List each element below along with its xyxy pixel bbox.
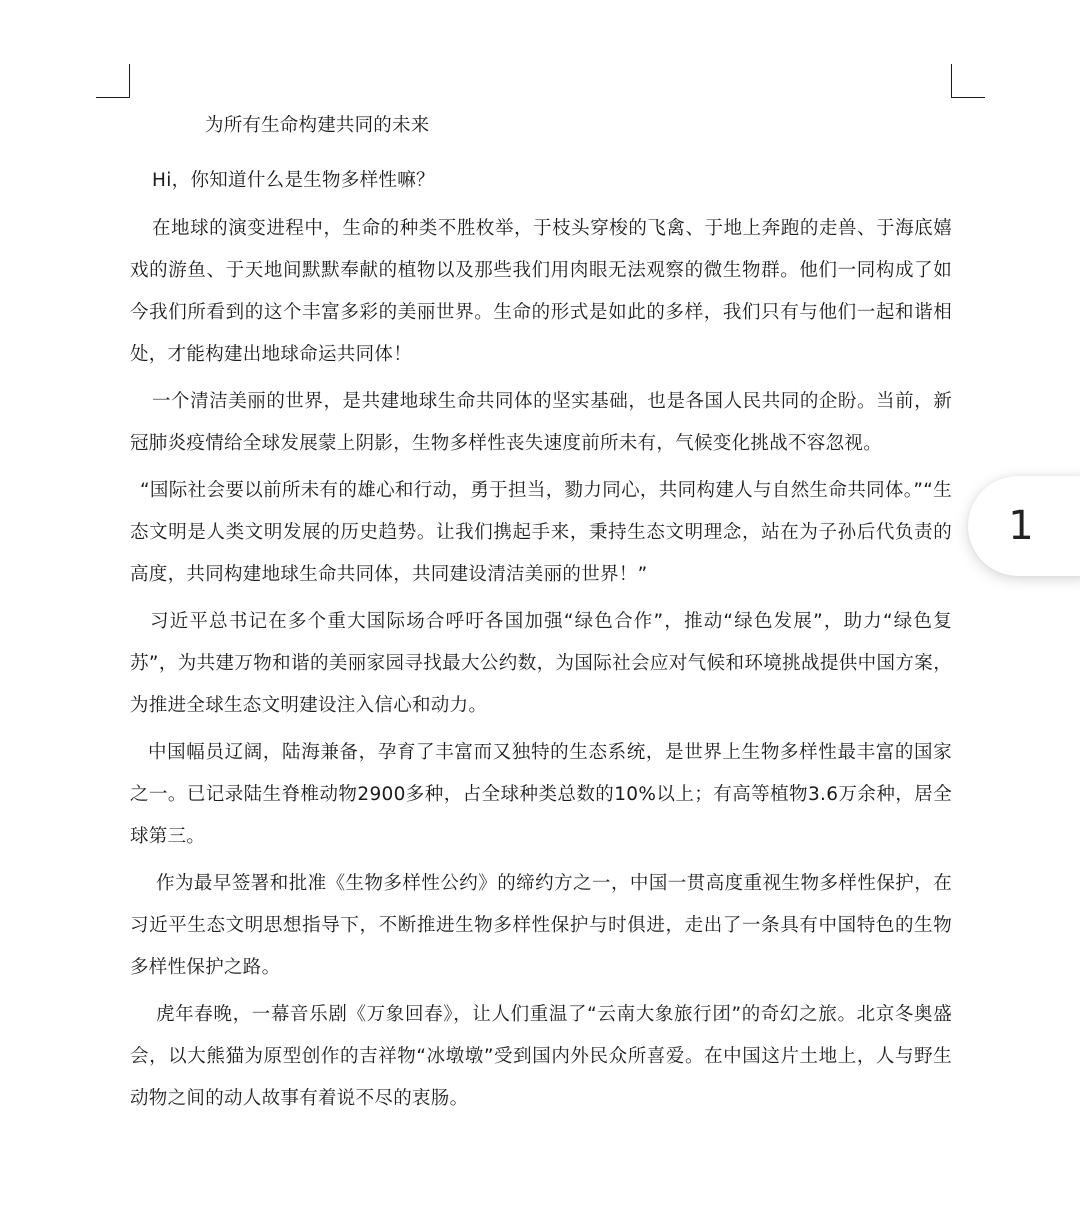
- paragraph: 虎年春晚，一幕音乐剧《万象回春》，让人们重温了“云南大象旅行团”的奇幻之旅。北京冬奥盛会，以大熊猫为原型创作的吉祥物“冰墩墩”受到国内外民众所喜爱。在中国这片土地上，人与野生动物之间的动人故事有着说不尽的衷肠。: [130, 1004, 952, 1109]
- paragraph: “国际社会要以前所未有的雄心和行动，勇于担当，勠力同心，共同构建人与自然生命共同体。”“生态文明是人类文明发展的历史趋势。让我们携起手来，秉持生态文明理念，站在为子孙后代负责的高度，共同构建地球生命共同体，共同建设清洁美丽的世界！”: [130, 480, 952, 585]
- document-title: 为所有生命构建共同的未来: [205, 115, 430, 136]
- page-corner-mark-top-right: [951, 64, 985, 98]
- paragraph: 一个清洁美丽的世界，是共建地球生命共同体的坚实基础，也是各国人民共同的企盼。当前，新冠肺炎疫情给全球发展蒙上阴影，生物多样性丧失速度前所未有，气候变化挑战不容忽视。: [130, 391, 952, 454]
- page-number: 1: [1008, 503, 1034, 549]
- paragraph: 中国幅员辽阔，陆海兼备，孕育了丰富而又独特的生态系统，是世界上生物多样性最丰富的国家之一。已记录陆生脊椎动物2900多种，占全球种类总数的10%以上；有高等植物3.6万余种，居全球第三。: [130, 742, 952, 847]
- document-body: [130, 108, 952, 1120]
- paragraph: 在地球的演变进程中，生命的种类不胜枚举，于枝头穿梭的飞禽、于地上奔跑的走兽、于海底嬉戏的游鱼、于天地间默默奉献的植物以及那些我们用肉眼无法观察的微生物群。他们一同构成了如今我们所看到的这个丰富多彩的美丽世界。生命的形式是如此的多样，我们只有与他们一起和谐相处，才能构建出地球命运共同体！: [130, 218, 952, 365]
- paragraph: 作为最早签署和批准《生物多样性公约》的缔约方之一，中国一贯高度重视生物多样性保护，在习近平生态文明思想指导下，不断推进生物多样性保护与时俱进，走出了一条具有中国特色的生物多样性保护之路。: [130, 873, 952, 978]
- paragraph: 习近平总书记在多个重大国际场合呼吁各国加强“绿色合作”，推动“绿色发展”，助力“绿色复苏”，为共建万物和谐的美丽家园寻找最大公约数，为国际社会应对气候和环境挑战提供中国方案，为推进全球生态文明建设注入信心和动力。: [130, 611, 952, 716]
- paragraph-intro: Hi，你知道什么是生物多样性嘛？: [152, 170, 435, 191]
- page-number-indicator[interactable]: [968, 476, 1080, 576]
- page-corner-mark-top-left: [96, 64, 130, 98]
